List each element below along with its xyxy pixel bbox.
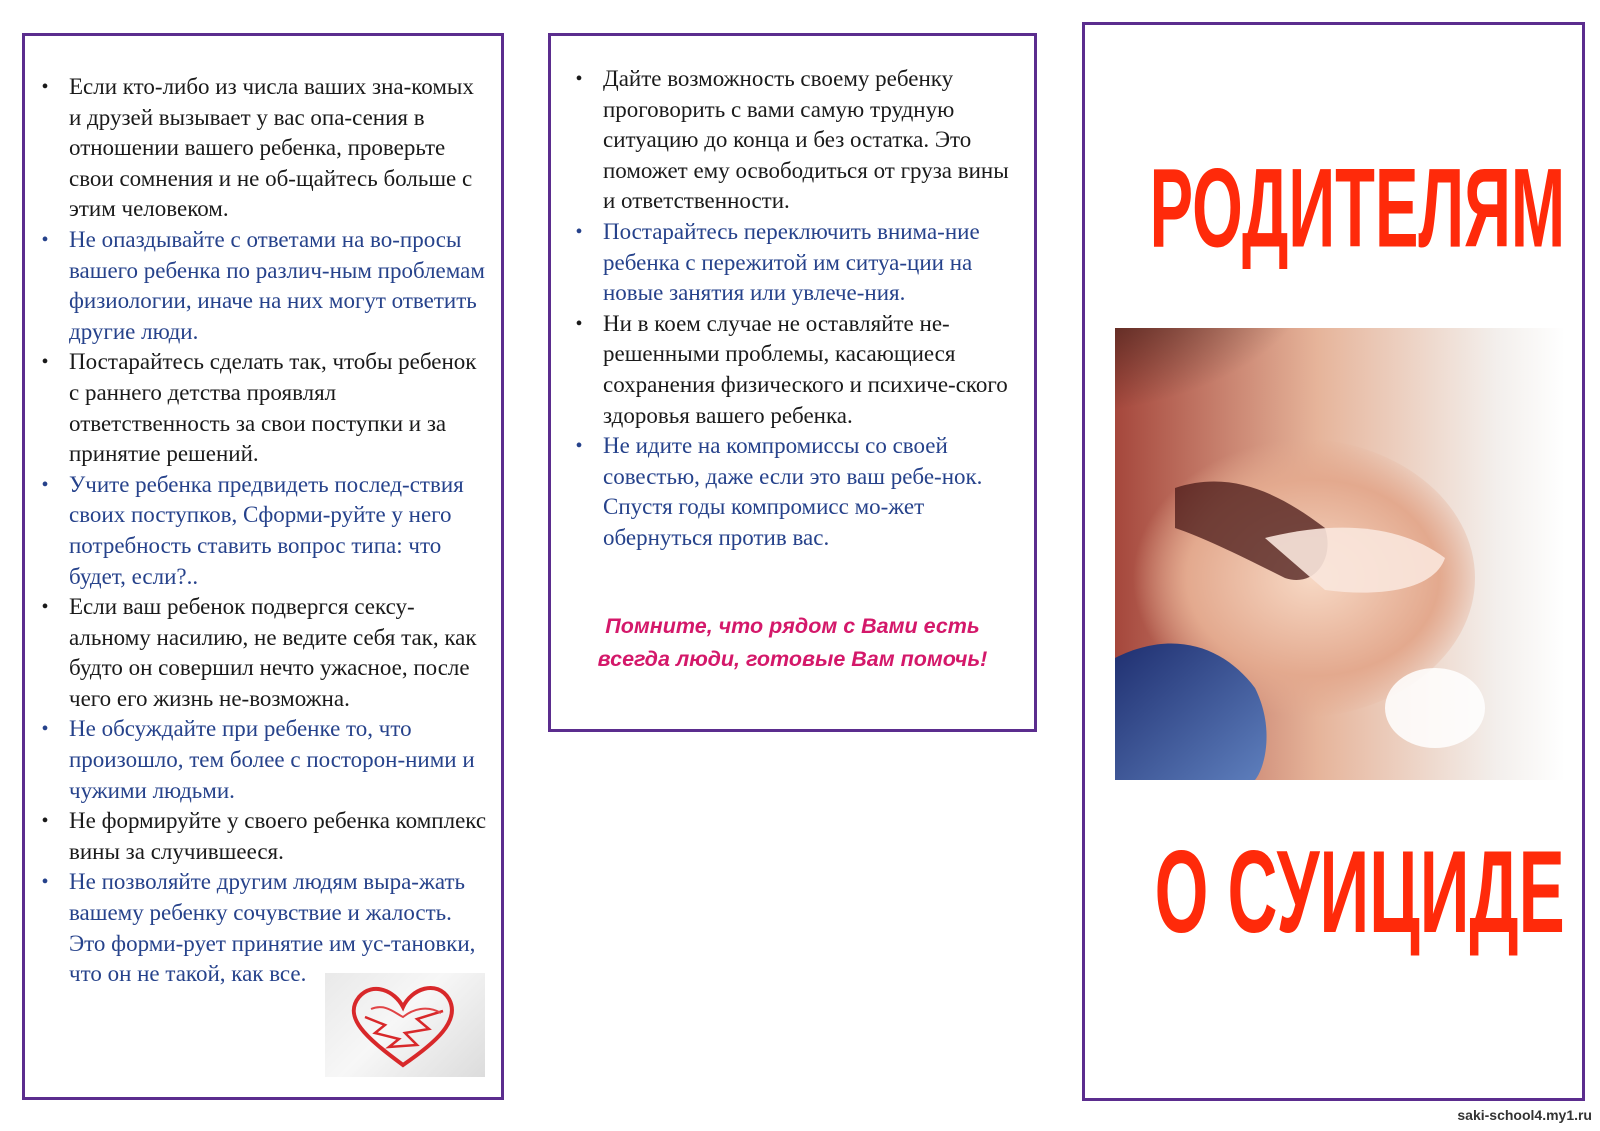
list-item-text: Постарайтесь переключить внима-ние ребенка с пережитой им ситуа-ции на новые занятия или увлече-ния. [603,218,980,306]
left-panel [22,33,504,1100]
middle-tips-list [571,64,1019,554]
cover-panel [1082,22,1585,1101]
list-item-text: Не позволяйте другим людям выра-жать вашему ребенку сочувствие и жалость. Это форми-рует принятие им ус-тановки, что он не такой, как все. [69,869,476,987]
cover-title-bottom: О СУИЦИДЕ [1154,827,1565,958]
bullet: • [575,68,583,90]
list-item-text: Дайте возможность своему ребенку проговорить с вами самую трудную ситуацию до конца и без остатка. Это поможет ему освободиться от груза вины и ответственности. [603,66,1009,214]
bullet: • [41,596,49,619]
bullet: • [41,76,49,98]
bullet: • [41,351,49,374]
list-item [571,64,1019,217]
reminder-line: Помните, что рядом с Вами есть [605,614,980,638]
list-item [37,714,487,806]
bullet: • [41,228,49,251]
list-item [37,347,487,469]
list-item-text: Не опаздывайте с ответами на во-просы вашего ребенка по различ-ным проблемам физиологии, иначе на них могут ответить другие люди. [69,226,485,344]
list-item [571,217,1019,309]
list-item [37,225,487,347]
list-item [37,867,487,989]
list-item [37,470,487,592]
bullet: • [575,435,583,458]
covered-face-photo-icon [1115,328,1565,780]
reminder-line: всегда люди, готовые Вам помочь! [597,647,988,671]
covered-face-photo-svg [1115,328,1565,780]
list-item-text: Не обсуждайте при ребенке то, что произошло, тем более с посторон-ними и чужими людьми. [69,716,475,803]
list-item-text: Если кто-либо из числа ваших зна-комых и друзей вызывает у вас опа-сения в отношении вашего ребенка, проверьте свои сомнения и не об-щайтесь больше с этим человеком. [69,74,474,222]
heart-drawing-svg [325,973,485,1077]
list-item [37,592,487,714]
watermark: saki-school4.my1.ru [1457,1107,1592,1123]
heart-drawing-icon [325,973,485,1077]
list-item [37,72,487,225]
bullet: • [41,718,49,741]
bullet: • [575,220,583,243]
list-item [37,806,487,867]
bullet: • [575,312,583,335]
bullet: • [41,871,49,894]
bullet: • [41,810,49,833]
list-item-text: Ни в коем случае не оставляйте не-решенными проблемы, касающиеся сохранения физического и психиче-ского здоровья вашего ребенка. [603,310,1008,428]
cover-title-top: РОДИТЕЛЯМ [1149,144,1566,271]
bullet: • [41,473,49,496]
list-item [571,431,1019,553]
list-item-text: Не формируйте у своего ребенка комплекс вины за случившееся. [69,808,487,864]
list-item-text: Учите ребенка предвидеть послед-ствия своих поступков, Сформи-руйте у него потребность ставить вопрос типа: что будет, если?.. [69,471,464,589]
list-item-text: Не идите на компромиссы со своей совестью, даже если это ваш ребе-нок. Спустя годы компромисс мо-жет обернуться против вас. [603,433,983,550]
list-item-text: Постарайтесь сделать так, чтобы ребенок с раннего детства проявлял ответственность за свои поступки и за принятие решений. [69,349,477,467]
list-item [571,309,1019,431]
reminder-text [551,610,1034,676]
list-item-text: Если ваш ребенок подвергся сексу-альному насилию, не ведите себя так, как будто он совершил нечто ужасное, после чего его жизнь не-возможна. [69,594,477,711]
middle-panel [548,33,1037,732]
left-tips-list [37,72,487,990]
